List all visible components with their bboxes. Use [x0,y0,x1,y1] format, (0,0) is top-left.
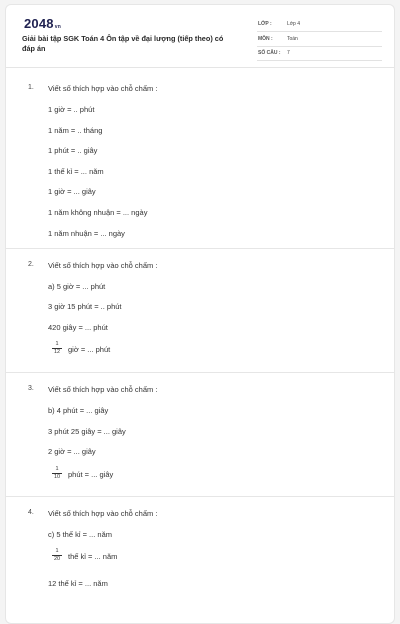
worksheet-header [6,5,394,68]
logo-text: 2048 [24,16,54,31]
section-divider [6,372,395,373]
site-logo[interactable] [24,16,61,31]
question-line: 3 phút 25 giây = ... giây [48,427,126,436]
meta-row-grade [257,19,382,32]
meta-value: Lớp 4 [287,21,301,27]
question-number: 4. [28,509,34,516]
question-line: 1 năm không nhuận = ... ngày [48,208,148,217]
fraction-denominator: 12 [53,349,61,355]
question-line: 420 giây = ... phút [48,323,108,332]
fraction-denominator: 10 [53,474,61,480]
question-line: 2 giờ = ... giây [48,447,96,456]
question-prompt: Viết số thích hợp vào chỗ chấm : [48,509,158,518]
question-line: 3 giờ 15 phút = .. phút [48,302,122,311]
fraction [52,341,62,356]
section-divider [6,496,395,497]
fraction [52,466,62,481]
question-prompt: Viết số thích hợp vào chỗ chấm : [48,84,158,93]
question-prompt: Viết số thích hợp vào chỗ chấm : [48,261,158,270]
meta-row-question-count [257,48,382,61]
meta-value: 7 [287,50,290,56]
question-number: 2. [28,261,34,268]
meta-label: SỐ CÂU : [258,50,281,56]
fraction-line-text: phút = ... giây [68,470,114,479]
fraction-line-text: thế kỉ = ... năm [68,552,118,561]
section-divider [6,248,395,249]
question-line: 1 năm nhuận = ... ngày [48,229,125,238]
meta-label: MÔN : [258,36,273,42]
question-number: 1. [28,84,34,91]
question-line: 1 giờ = .. phút [48,105,95,114]
question-prompt: Viết số thích hợp vào chỗ chấm : [48,385,158,394]
question-line: 1 thế kỉ = ... năm [48,167,104,176]
question-line: b) 4 phút = ... giây [48,406,109,415]
fraction-denominator: 20 [53,556,61,562]
question-line: 1 năm = .. tháng [48,126,103,135]
question-line: c) 5 thế kỉ = ... năm [48,530,112,539]
question-line: 12 thế kỉ = ... năm [48,579,108,588]
worksheet-title: Giải bài tập SGK Toán 4 Ôn tập về đại lượng (tiếp theo) có đáp án [22,34,224,53]
question-line: 1 giờ = ... giây [48,187,96,196]
worksheet-page [5,4,395,624]
question-line: 1 phút = .. giây [48,146,98,155]
fraction-line-text: giờ = ... phút [68,345,111,354]
question-number: 3. [28,385,34,392]
fraction-numerator: 1 [52,548,62,556]
fraction-numerator: 1 [52,466,62,474]
meta-row-subject [257,34,382,47]
meta-label: LỚP : [258,21,272,27]
fraction [52,548,62,563]
fraction-numerator: 1 [52,341,62,349]
meta-value: Toán [287,36,298,42]
question-line: a) 5 giờ = ... phút [48,282,106,291]
logo-suffix: vn [54,24,61,30]
